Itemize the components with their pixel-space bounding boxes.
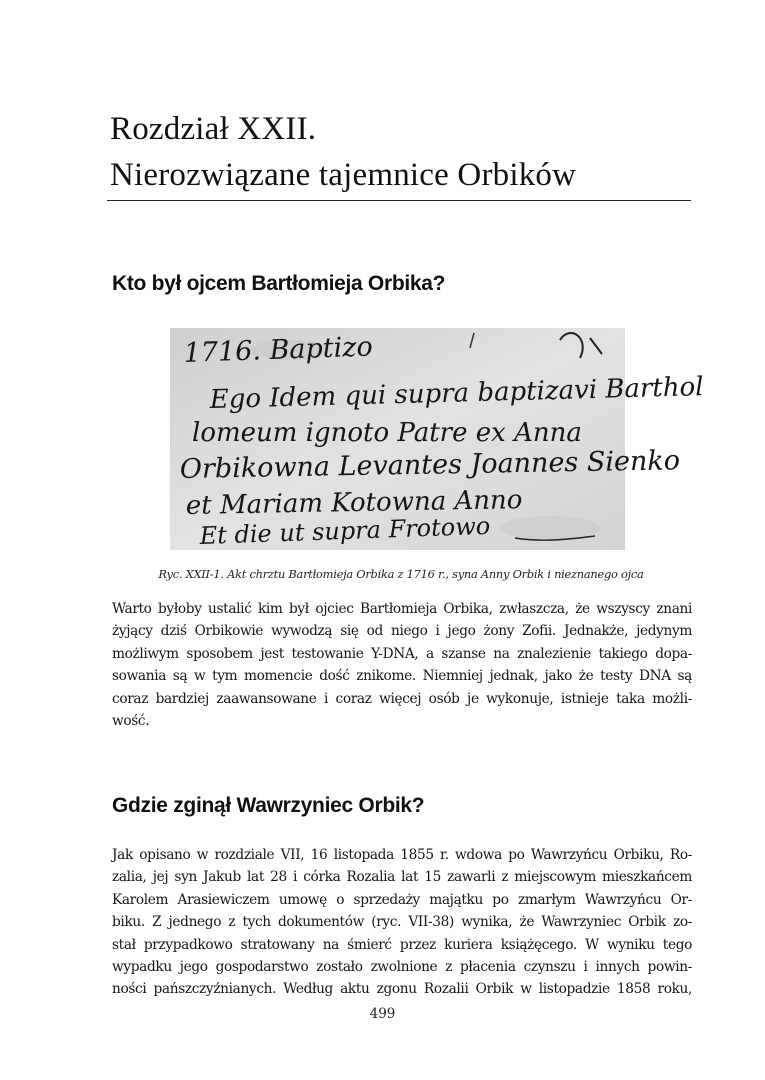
- manuscript-scan: [170, 328, 704, 550]
- handwriting-line: Et die ut supra Frotowo: [199, 511, 491, 550]
- chapter-title-line2: Nierozwiązane tajemnice Orbików: [110, 157, 577, 193]
- section-heading-father: Kto był ojcem Bartłomieja Orbika?: [112, 272, 446, 295]
- text-line: Karolem Arasiewiczem umowę o sprzedaży majątku po zmarłym Wawrzyńcu Or-: [112, 891, 692, 908]
- text-line: zalia, jej syn Jakub lat 28 i córka Rozalia lat 15 zawarli z miejscowym mieszkańcem: [112, 869, 692, 886]
- chapter-title: [110, 106, 690, 198]
- paragraph-wawrzyniec: [112, 844, 692, 1001]
- text-line: ności pańszczyźnianych. Według aktu zgonu Rozalii Orbik w listopadzie 1858 roku,: [112, 981, 692, 998]
- text-line: wypadku jego gospodarstwo zostało zwolnione z płacenia czynszu i innych powin-: [112, 958, 692, 975]
- handwriting-line: lomeum ignoto Patre ex Anna: [192, 418, 582, 448]
- figure-caption: Ryc. XXII-1. Akt chrztu Bartłomieja Orbika z 1716 r., syna Anny Orbik i nieznanego ojca: [158, 567, 644, 581]
- text-line: żyjący dziś Orbikowie wywodzą się od niego i jego żony Zofii. Jednakże, jedynym: [112, 623, 692, 640]
- handwriting-line: 1716. Baptizo: [183, 331, 374, 369]
- paragraph-father: [112, 598, 692, 732]
- text-line: biku. Z jednego z tych dokumentów (ryc. VII-38) wynika, że Wawrzyniec Orbik zo-: [112, 914, 692, 931]
- section-heading-wawrzyniec: Gdzie zginął Wawrzyniec Orbik?: [112, 794, 425, 817]
- text-line: możliwym sposobem jest testowanie Y-DNA, a szanse na znalezienie takiego dopa-: [112, 645, 692, 662]
- baptism-record-image: [170, 328, 704, 550]
- text-line: coraz bardziej zaawansowane i coraz więcej osób je wykonuje, istnieje taka możli-: [112, 690, 692, 707]
- text-line: stał przypadkowo stratowany na śmierć przez kuriera książęcego. W wyniku tego: [112, 936, 692, 953]
- chapter-divider: [107, 200, 691, 201]
- chapter-title-line1: Rozdział XXII.: [110, 111, 317, 147]
- page-number: 499: [369, 1006, 396, 1022]
- handwriting-line: Orbikowna Levantes Joannes Sienko: [179, 445, 681, 485]
- text-line: wość.: [112, 712, 150, 729]
- text-line: Warto byłoby ustalić kim był ojciec Bartłomieja Orbika, zwłaszcza, że wszyscy znani: [112, 601, 692, 617]
- text-line: sowania są w tym momencie dość znikome. Niemniej jednak, jako że testy DNA są: [112, 668, 692, 685]
- text-line: Jak opisano w rozdziale VII, 16 listopada 1855 r. wdowa po Wawrzyńcu Orbiku, Ro-: [112, 847, 692, 863]
- handwriting-line: et Mariam Kotowna Anno: [185, 485, 523, 521]
- handwriting-line: Ego Idem qui supra baptizavi Barthol: [209, 372, 704, 415]
